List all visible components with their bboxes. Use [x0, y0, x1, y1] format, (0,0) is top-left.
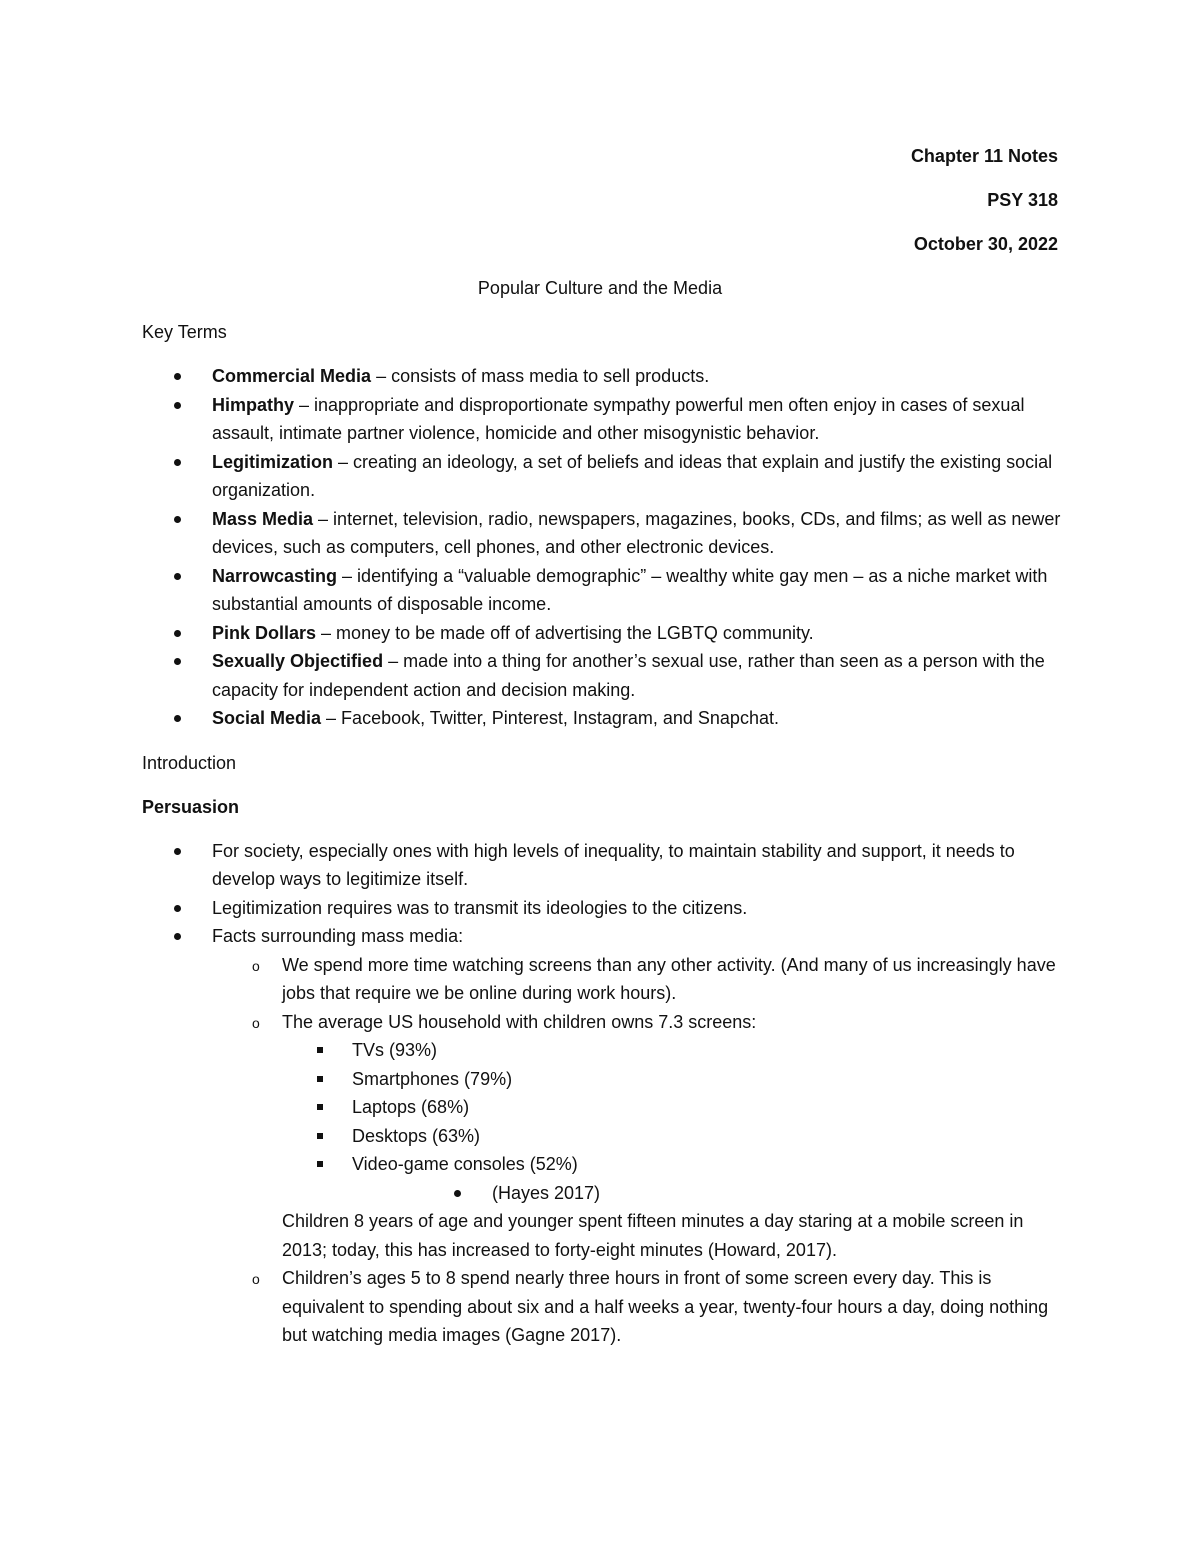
- chapter-label: Chapter 11 Notes: [910, 146, 1058, 166]
- bullet-icon: [174, 459, 181, 466]
- term-definition: – money to be made off of advertising the LGBTQ community.: [316, 622, 814, 643]
- circle-bullet-icon: o: [252, 1271, 260, 1287]
- date-label: October 30, 2022: [913, 234, 1058, 254]
- circle-bullet-icon: o: [252, 957, 260, 974]
- citation-text: (Hayes 2017): [492, 1182, 601, 1203]
- list-item: [142, 922, 1062, 951]
- bullet-icon: [174, 630, 181, 637]
- bullet-icon: [174, 516, 181, 523]
- term-name: Mass Media: [212, 508, 314, 529]
- facts-list: [142, 951, 1062, 1208]
- list-item: [142, 505, 1062, 562]
- square-bullet-icon: [317, 1076, 323, 1082]
- document-header: [911, 142, 1058, 274]
- list-item: [282, 1065, 1062, 1094]
- term-definition: – creating an ideology, a set of beliefs and ideas that explain and justify the existing social organization.: [212, 451, 1053, 500]
- bullet-text: Legitimization requires was to transmit its ideologies to the citizens.: [212, 897, 748, 918]
- bullet-icon: [174, 933, 181, 940]
- bullet-text: For society, especially ones with high levels of inequality, to maintain stability and support, it needs to develop ways to legitimize itself.: [212, 840, 1015, 889]
- list-item: [142, 894, 1062, 923]
- list-item: [282, 1036, 1062, 1065]
- list-item: [142, 362, 1062, 391]
- key-terms-list: [142, 362, 1062, 733]
- list-item: [212, 1264, 1062, 1350]
- children-note: Children 8 years of age and younger spent fifteen minutes a day staring at a mobile screen in 2013; today, this has increased to forty-eight minutes (Howard, 2017).: [282, 1211, 1024, 1260]
- list-item: [142, 647, 1062, 704]
- term-name: Himpathy: [212, 394, 295, 415]
- screen-item: Desktops (63%): [352, 1125, 481, 1146]
- bullet-icon: [174, 658, 181, 665]
- bullet-icon: [454, 1190, 461, 1197]
- key-terms-heading: Key Terms: [142, 322, 227, 342]
- screens-list: [282, 1036, 1062, 1207]
- introduction-heading: Introduction: [142, 752, 237, 773]
- square-bullet-icon: [317, 1133, 323, 1139]
- list-item: [282, 1150, 1062, 1207]
- term-definition: – consists of mass media to sell products.: [371, 366, 710, 386]
- fact-text: The average US household with children owns 7.3 screens:: [282, 1011, 757, 1032]
- term-name: Narrowcasting: [212, 565, 338, 586]
- square-bullet-icon: [317, 1104, 323, 1110]
- term-name: Sexually Objectified: [212, 651, 384, 671]
- bullet-icon: [174, 715, 181, 722]
- list-item: [212, 951, 1062, 1008]
- term-definition: – internet, television, radio, newspapers, magazines, books, CDs, and films; as well as newer devices, such as computers, cell phones, and other electronic devices.: [212, 508, 1061, 557]
- citation-list: [352, 1179, 1062, 1208]
- list-item: [422, 1179, 1062, 1208]
- bullet-icon: [174, 373, 181, 380]
- term-definition: – Facebook, Twitter, Pinterest, Instagram, and Snapchat.: [321, 708, 779, 728]
- facts-list-continued: [142, 1264, 1062, 1350]
- fact-text: We spend more time watching screens than any other activity. (And many of us increasingly have jobs that require we be online during work hours).: [282, 954, 1056, 1003]
- course-label: PSY 318: [987, 190, 1058, 210]
- screen-item: Video-game consoles (52%): [352, 1154, 578, 1174]
- term-name: Pink Dollars: [212, 622, 317, 643]
- bullet-icon: [174, 573, 181, 580]
- page-title: Popular Culture and the Media: [477, 278, 723, 298]
- list-item: [142, 448, 1062, 505]
- list-item: [212, 1008, 1062, 1208]
- square-bullet-icon: [317, 1161, 323, 1167]
- fact-text: Children’s ages 5 to 8 spend nearly three hours in front of some screen every day. This is equivalent to spending about six and a half weeks a year, twenty-four hours a day, doing nothing but watching media images (Gagne 2017).: [282, 1268, 1049, 1345]
- term-definition: – made into a thing for another’s sexual use, rather than seen as a person with the capacity for independent action and decision making.: [212, 651, 1045, 700]
- term-definition: – inappropriate and disproportionate sympathy powerful men often enjoy in cases of sexual assault, intimate partner violence, homicide and other misogynistic behavior.: [212, 394, 1025, 443]
- persuasion-heading: Persuasion: [142, 796, 240, 817]
- list-item: [142, 562, 1062, 619]
- list-item: [142, 619, 1062, 648]
- list-item: [282, 1122, 1062, 1151]
- list-item: [282, 1093, 1062, 1122]
- list-item: [142, 837, 1062, 894]
- term-name: Social Media: [212, 708, 322, 728]
- document-body: [142, 318, 1062, 1350]
- bullet-icon: [174, 402, 181, 409]
- bullet-icon: [174, 905, 181, 912]
- list-item: [142, 704, 1062, 733]
- term-name: Legitimization: [212, 451, 333, 472]
- term-definition: – identifying a “valuable demographic” – wealthy white gay men – as a niche market with substantial amounts of disposable income.: [212, 565, 1048, 614]
- screen-item: Smartphones (79%): [352, 1068, 513, 1089]
- persuasion-list: [142, 837, 1062, 951]
- list-item: [142, 391, 1062, 448]
- bullet-text: Facts surrounding mass media:: [212, 926, 464, 946]
- term-name: Commercial Media: [212, 366, 372, 386]
- screen-item: TVs (93%): [352, 1040, 438, 1060]
- circle-bullet-icon: o: [252, 1014, 260, 1031]
- square-bullet-icon: [317, 1047, 323, 1053]
- screen-item: Laptops (68%): [352, 1097, 470, 1117]
- bullet-icon: [174, 848, 181, 855]
